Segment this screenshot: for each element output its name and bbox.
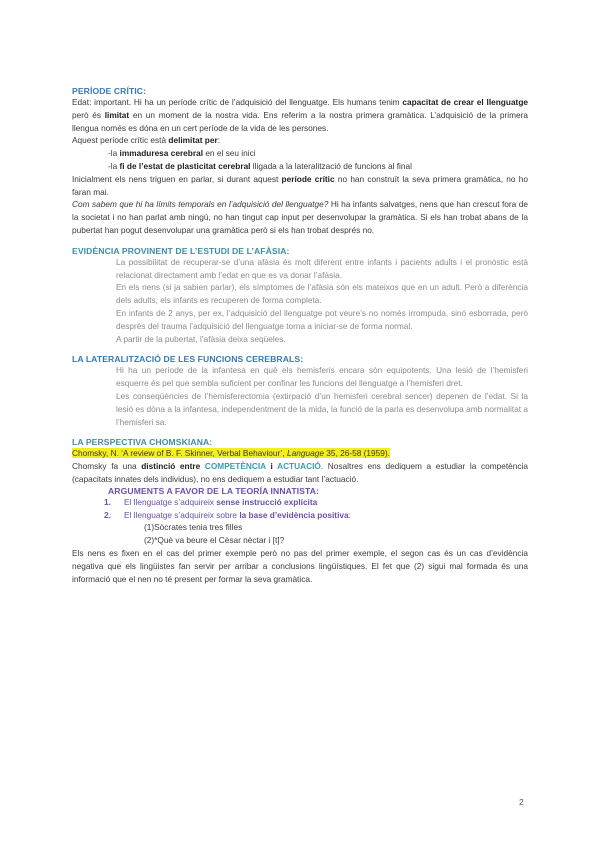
- list-item: 2. El llenguatge s’adquireix sobre la base d’evidència positiva:: [104, 509, 351, 520]
- paragraph: Els nens es fixen en el cas del primer exemple però no pas del primer exemple, el segon cas és un cas d’evidència negativa que els lingüistes fan servir per arribar a conclusions lingüístiques. El fet que (2) sigui mal formada és una informació que el nen no té present per formar la seva gramàtica.: [72, 547, 528, 584]
- heading-afasia: EVIDÈNCIA PROVINENT DE L’ESTUDI DE L’AFÀSIA:: [72, 245, 290, 256]
- paragraph: Hi ha un període de la infantesa en què els hemisferis encara són equipotents. Una lesió de l’hemisferi esquerre és pel que sembla suficient per confinar les funcions del llenguatge a l’hemisferi dret.: [116, 365, 528, 389]
- afasia-block: [72, 256, 528, 346]
- paragraph: Aquest període crític està delimitat per:: [72, 135, 221, 146]
- reference-citation: Chomsky, N. ‘A review of B. F. Skinner, Verbal Behaviour’, Language 35, 26-58 (1959).: [72, 448, 390, 459]
- paragraph: Chomsky fa una distinció entre COMPETÈNCIA i ACTUACIÓ. Nosaltres ens dediquem a estudiar la competència (capacitats innates dels individus), no ens dediquem a estudiar tant l’actuació.: [72, 461, 528, 484]
- heading-periode-critic: PERÍODE CRÍTIC:: [72, 86, 147, 96]
- subheading-arguments: ARGUMENTS A FAVOR DE LA TEORÍA INNATISTA:: [108, 485, 319, 496]
- paragraph: En infants de 2 anys, per ex, l’adquisició del llenguatge pot veure’s no només irrompuda, sinó esborrada, però després del trauma l’adquisició del llenguatge torna a iniciar-se de forma normal.: [116, 307, 528, 331]
- page-number: 2: [519, 797, 524, 807]
- paragraph: Edat: important. Hi ha un període crític de l’adquisició del llenguatge. Els humans tenim capacitat de crear el llenguatge però és limitat en un moment de la nostra vida. Ens referim a la nostra primera gramàtica. L’adquisició de la primera llengua només es dóna en un cert període de la vida de les persones.: [72, 97, 529, 133]
- heading-chomskiana: LA PERSPECTIVA CHOMSKIANA:: [72, 437, 213, 448]
- paragraph: En els nens (si ja sabien parlar), els símptomes de l’afàsia són els mateixos que en un adult. Però a diferència dels adults, els infants es recuperen de forma completa.: [116, 282, 528, 306]
- list-item: -la fi de l’estat de plasticitat cerebral lligada a la lateralització de funcions al final: [108, 160, 412, 171]
- paragraph: Les conseqüències de l’hemisferectomia (extirpació d’un hemisferi cerebral sencer) depenen de l’edat. Si la lesió es dóna a la infantesa, independentment de la mida, la funció de la parla es desenvolupa amb normalitat a l’hemisferi sa.: [116, 390, 528, 427]
- paragraph: Inicialment els nens triguen en parlar, si durant aquest període crític no han construït la seva primera gramàtica, no ho faran mai.: [72, 173, 528, 197]
- paragraph: Com sabem que hi ha límits temporals en l’adquisició del llenguatge? Hi ha infants salvatges, nens que han crescut fora de la societat i no han parlat amb ningú, no han tingut cap input per desenvolupar la gramàtica. Si els han trobat abans de la pubertat han pogut desenvolupar una gramàtica però si els han trobat després no.: [72, 199, 528, 235]
- list-item: -la immaduresa cerebral en el seu inici: [108, 148, 256, 159]
- paragraph: A partir de la pubertat, l’afàsia deixa seqüeles.: [116, 333, 286, 344]
- document-page: [72, 86, 528, 585]
- heading-lateralitzacio: LA LATERALITZACIÓ DE LES FUNCIONS CEREBRALS:: [72, 354, 304, 365]
- example-1: (1)Sòcrates tenia tres filles: [144, 522, 243, 533]
- arguments-list: [72, 496, 528, 522]
- example-2: (2)*Què va beure el Cèsar nèctar i [t]?: [144, 535, 285, 546]
- paragraph: La possibilitat de recuperar-se d’una afàsia és molt diferent entre infants i pacients adults i el pronòstic està relacionat directament amb l’edat en que es va donar l’afàsia.: [116, 256, 528, 280]
- lateralitzacio-block: [72, 364, 528, 428]
- list-item: 1. El llenguatge s’adquireix sense instrucció explícita: [104, 496, 318, 507]
